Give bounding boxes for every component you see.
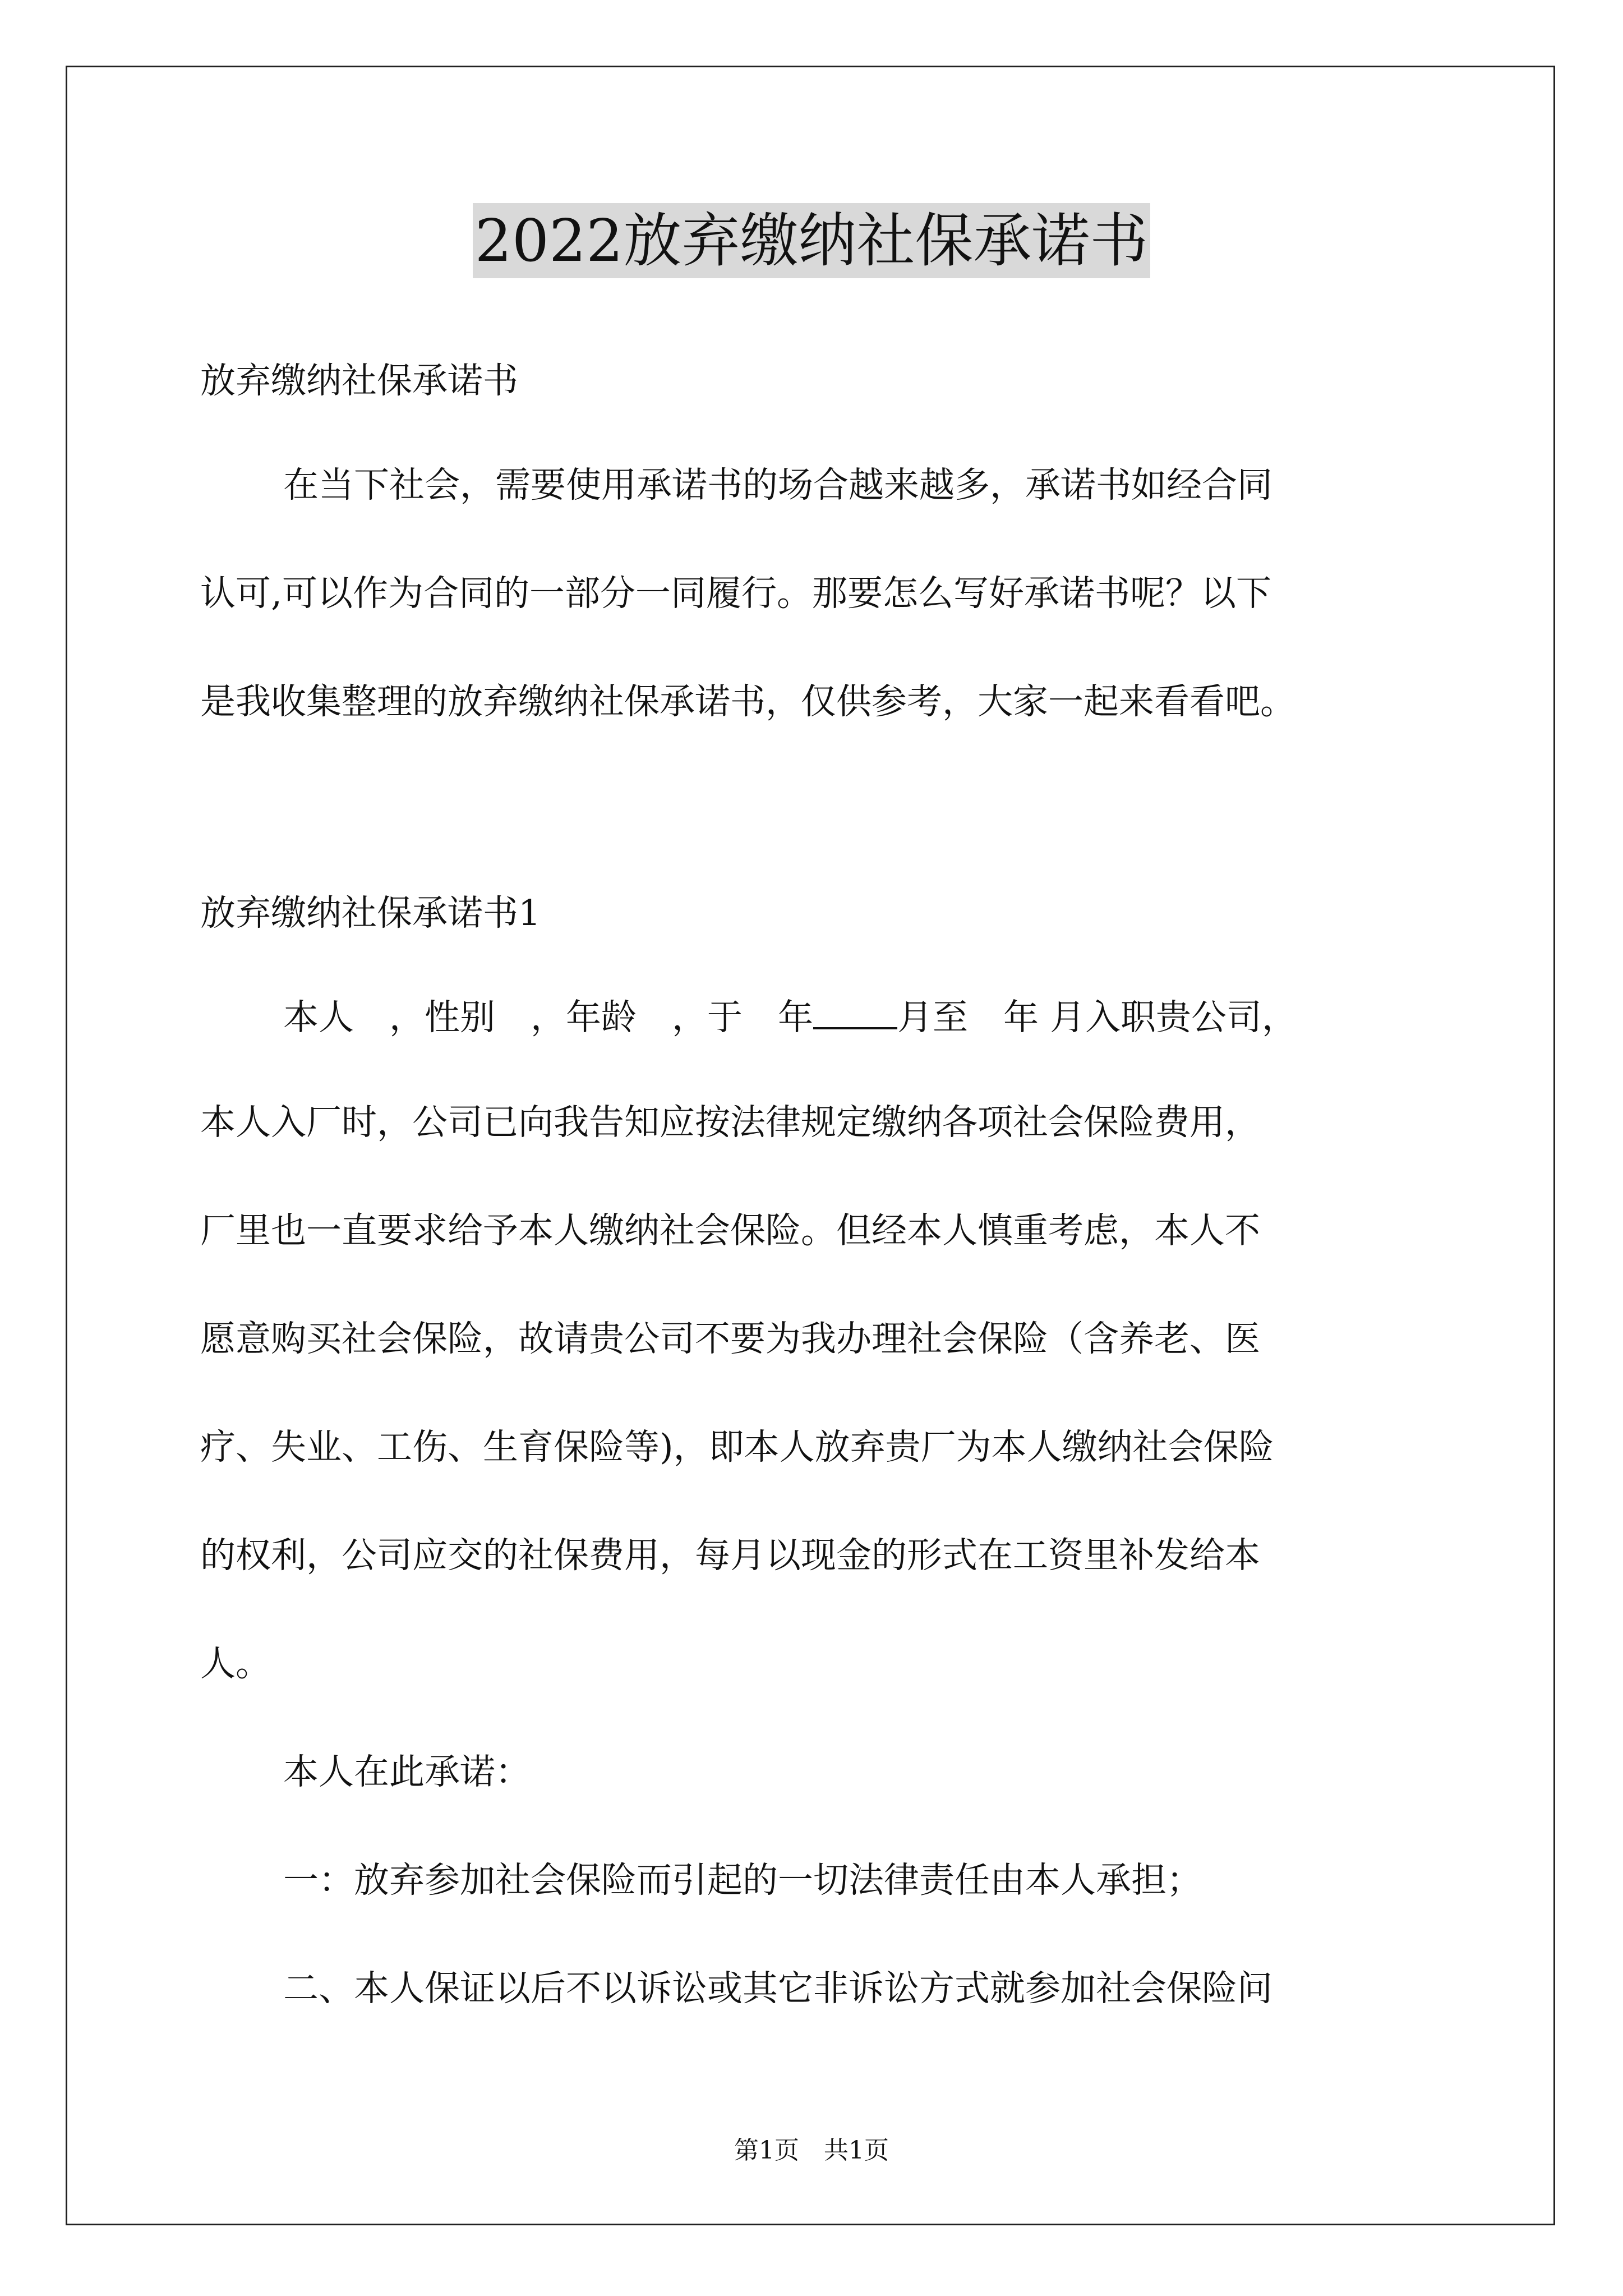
promise-item-1: 一：放弃参加社会保险而引起的一切法律责任由本人承担； (283, 1860, 1202, 1901)
form-line-part-b: 月至 年 月入职贵公司， (897, 997, 1298, 1038)
form-line (200, 963, 1511, 1071)
document-title: 2022放弃缴纳社保承诺书 (473, 203, 1151, 278)
body-line-6: 人。 (200, 1643, 271, 1684)
promise-heading: 本人在此承诺： (283, 1751, 531, 1792)
form-line-part-a: 本人 ，性别 ，年龄 ，于 年 (283, 997, 813, 1038)
intro-line-1: 在当下社会，需要使用承诺书的场合越来越多，承诺书如经合同 (283, 464, 1272, 505)
section-heading: 放弃缴纳社保承诺书1 (200, 892, 541, 933)
page-footer (0, 2130, 1623, 2166)
intro-line-2: 认可,可以作为合同的一部分一同履行。那要怎么写好承诺书呢？以下 (200, 573, 1272, 614)
promise-item-2: 二、本人保证以后不以诉讼或其它非诉讼方式就参加社会保险问 (283, 1968, 1272, 2009)
intro-line-3: 是我收集整理的放弃缴纳社保承诺书，仅供参考，大家一起来看看吧。 (200, 681, 1295, 722)
title-container (0, 203, 1623, 278)
body-line-5: 的权利，公司应交的社保费用，每月以现金的形式在工资里补发给本 (200, 1535, 1260, 1576)
body-line-4: 疗、失业、工伤、生育保险等)，即本人放弃贵厂为本人缴纳社会保险 (200, 1427, 1274, 1467)
page-number: 第1页 共1页 (734, 2136, 889, 2165)
document-subtitle: 放弃缴纳社保承诺书 (200, 360, 518, 401)
body-line-2: 厂里也一直要求给予本人缴纳社会保险。但经本人慎重考虑，本人不 (200, 1210, 1260, 1251)
body-line-1: 本人入厂时，公司已向我告知应按法律规定缴纳各项社会保险费用， (200, 1102, 1260, 1143)
month-blank-line (813, 993, 897, 1029)
body-line-3: 愿意购买社会保险，故请贵公司不要为我办理社会保险（含养老、医 (200, 1318, 1260, 1359)
